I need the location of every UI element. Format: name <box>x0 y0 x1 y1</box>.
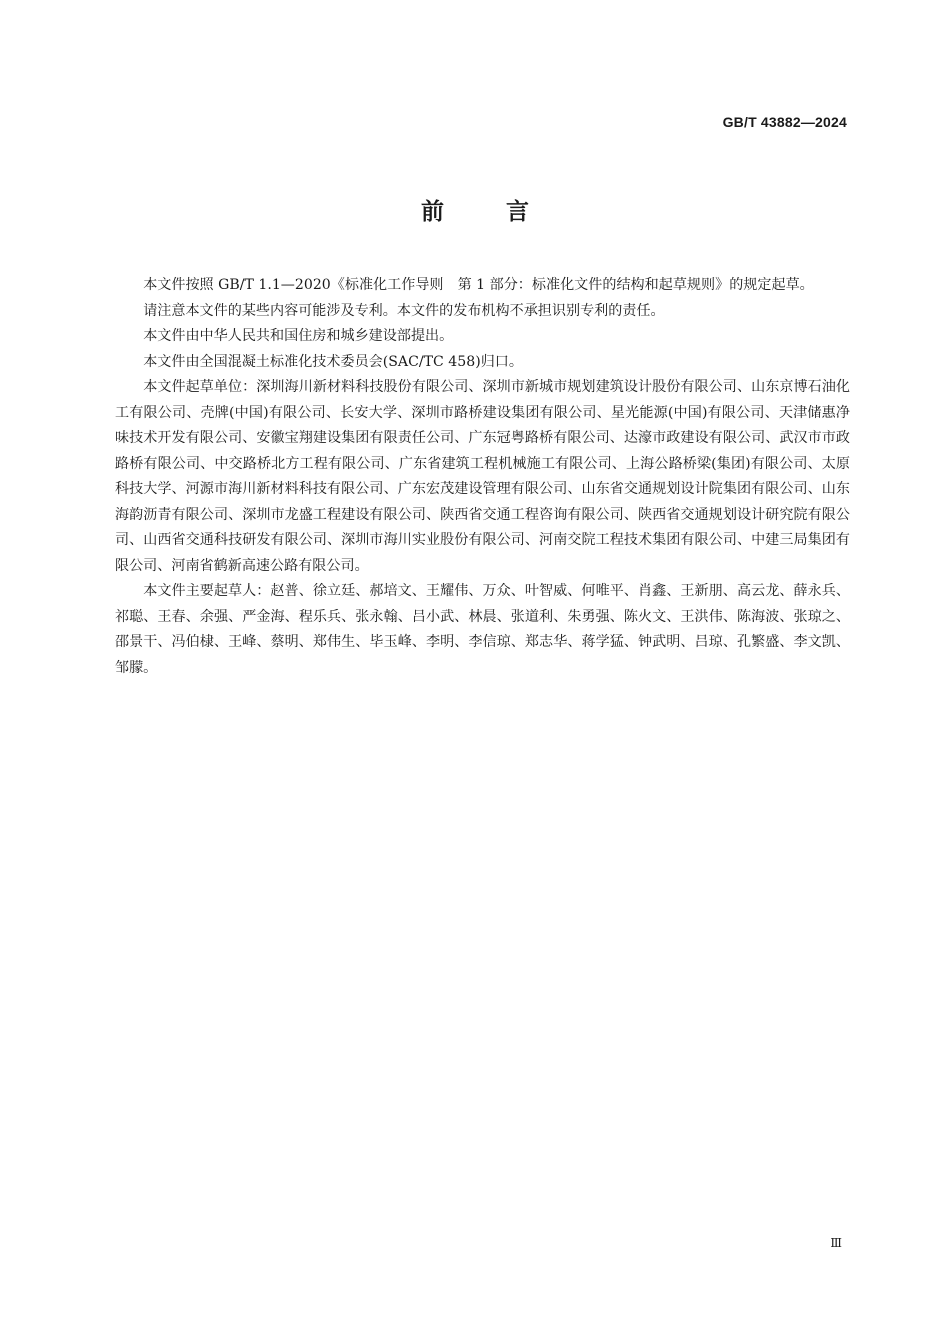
paragraph-patent-notice: 请注意本文件的某些内容可能涉及专利。本文件的发布机构不承担识别专利的责任。 <box>143 302 665 319</box>
paragraph-drafters: 本文件主要起草人：赵普、徐立廷、郝培文、王耀伟、万众、叶智威、何唯平、肖鑫、王新朋、高云龙、薛永兵、祁聪、王春、余强、严金海、程乐兵、张永翰、吕小武、林晨、张道利、朱勇强、陈火文、王洪伟、陈海波、张琼之、邵景干、冯伯棣、王峰、蔡明、郑伟生、毕玉峰、李明、李信琼、郑志华、蒋学猛、钟武明、吕琼、孔繁盛、李文凯、邹朦。 <box>115 583 850 676</box>
page-number: Ⅲ <box>830 1236 842 1250</box>
title-char-2: 言 <box>506 199 529 225</box>
paragraph-proposer: 本文件由中华人民共和国住房和城乡建设部提出。 <box>143 328 454 344</box>
title-char-1: 前 <box>421 199 444 225</box>
page-title <box>0 193 950 226</box>
paragraph-drafting-units: 本文件起草单位：深圳海川新材料科技股份有限公司、深圳市新城市规划建筑设计股份有限公司、山东京博石油化工有限公司、壳牌(中国)有限公司、长安大学、深圳市路桥建设集团有限公司、星光能源(中国)有限公司、天津储惠净味技术开发有限公司、安徽宝翔建设集团有限责任公司、广东冠粤路桥有限公司、达濠市政建设有限公司、武汉市市政路桥有限公司、中交路桥北方工程有限公司、广东省建筑工程机械施工有限公司、上海公路桥梁(集团)有限公司、太原科技大学、河源市海川新材料科技有限公司、广东宏茂建设管理有限公司、山东省交通规划设计院集团有限公司、山东海韵沥青有限公司、深圳市龙盛工程建设有限公司、陕西省交通工程咨询有限公司、陕西省交通规划设计研究院有限公司、山西省交通科技研发有限公司、深圳市海川实业股份有限公司、河南交院工程技术集团有限公司、中建三局集团有限公司、河南省鹤新高速公路有限公司。 <box>115 379 850 574</box>
standard-number: GB/T 43882—2024 <box>722 114 847 130</box>
paragraph-technical-committee: 本文件由全国混凝土标准化技术委员会(SAC/TC 458)归口。 <box>143 353 523 370</box>
paragraph-drafting-rules: 本文件按照 GB/T 1.1—2020《标准化工作导则 第 1 部分：标准化文件的结构和起草规则》的规定起草。 <box>143 277 814 293</box>
foreword-body <box>115 273 850 681</box>
